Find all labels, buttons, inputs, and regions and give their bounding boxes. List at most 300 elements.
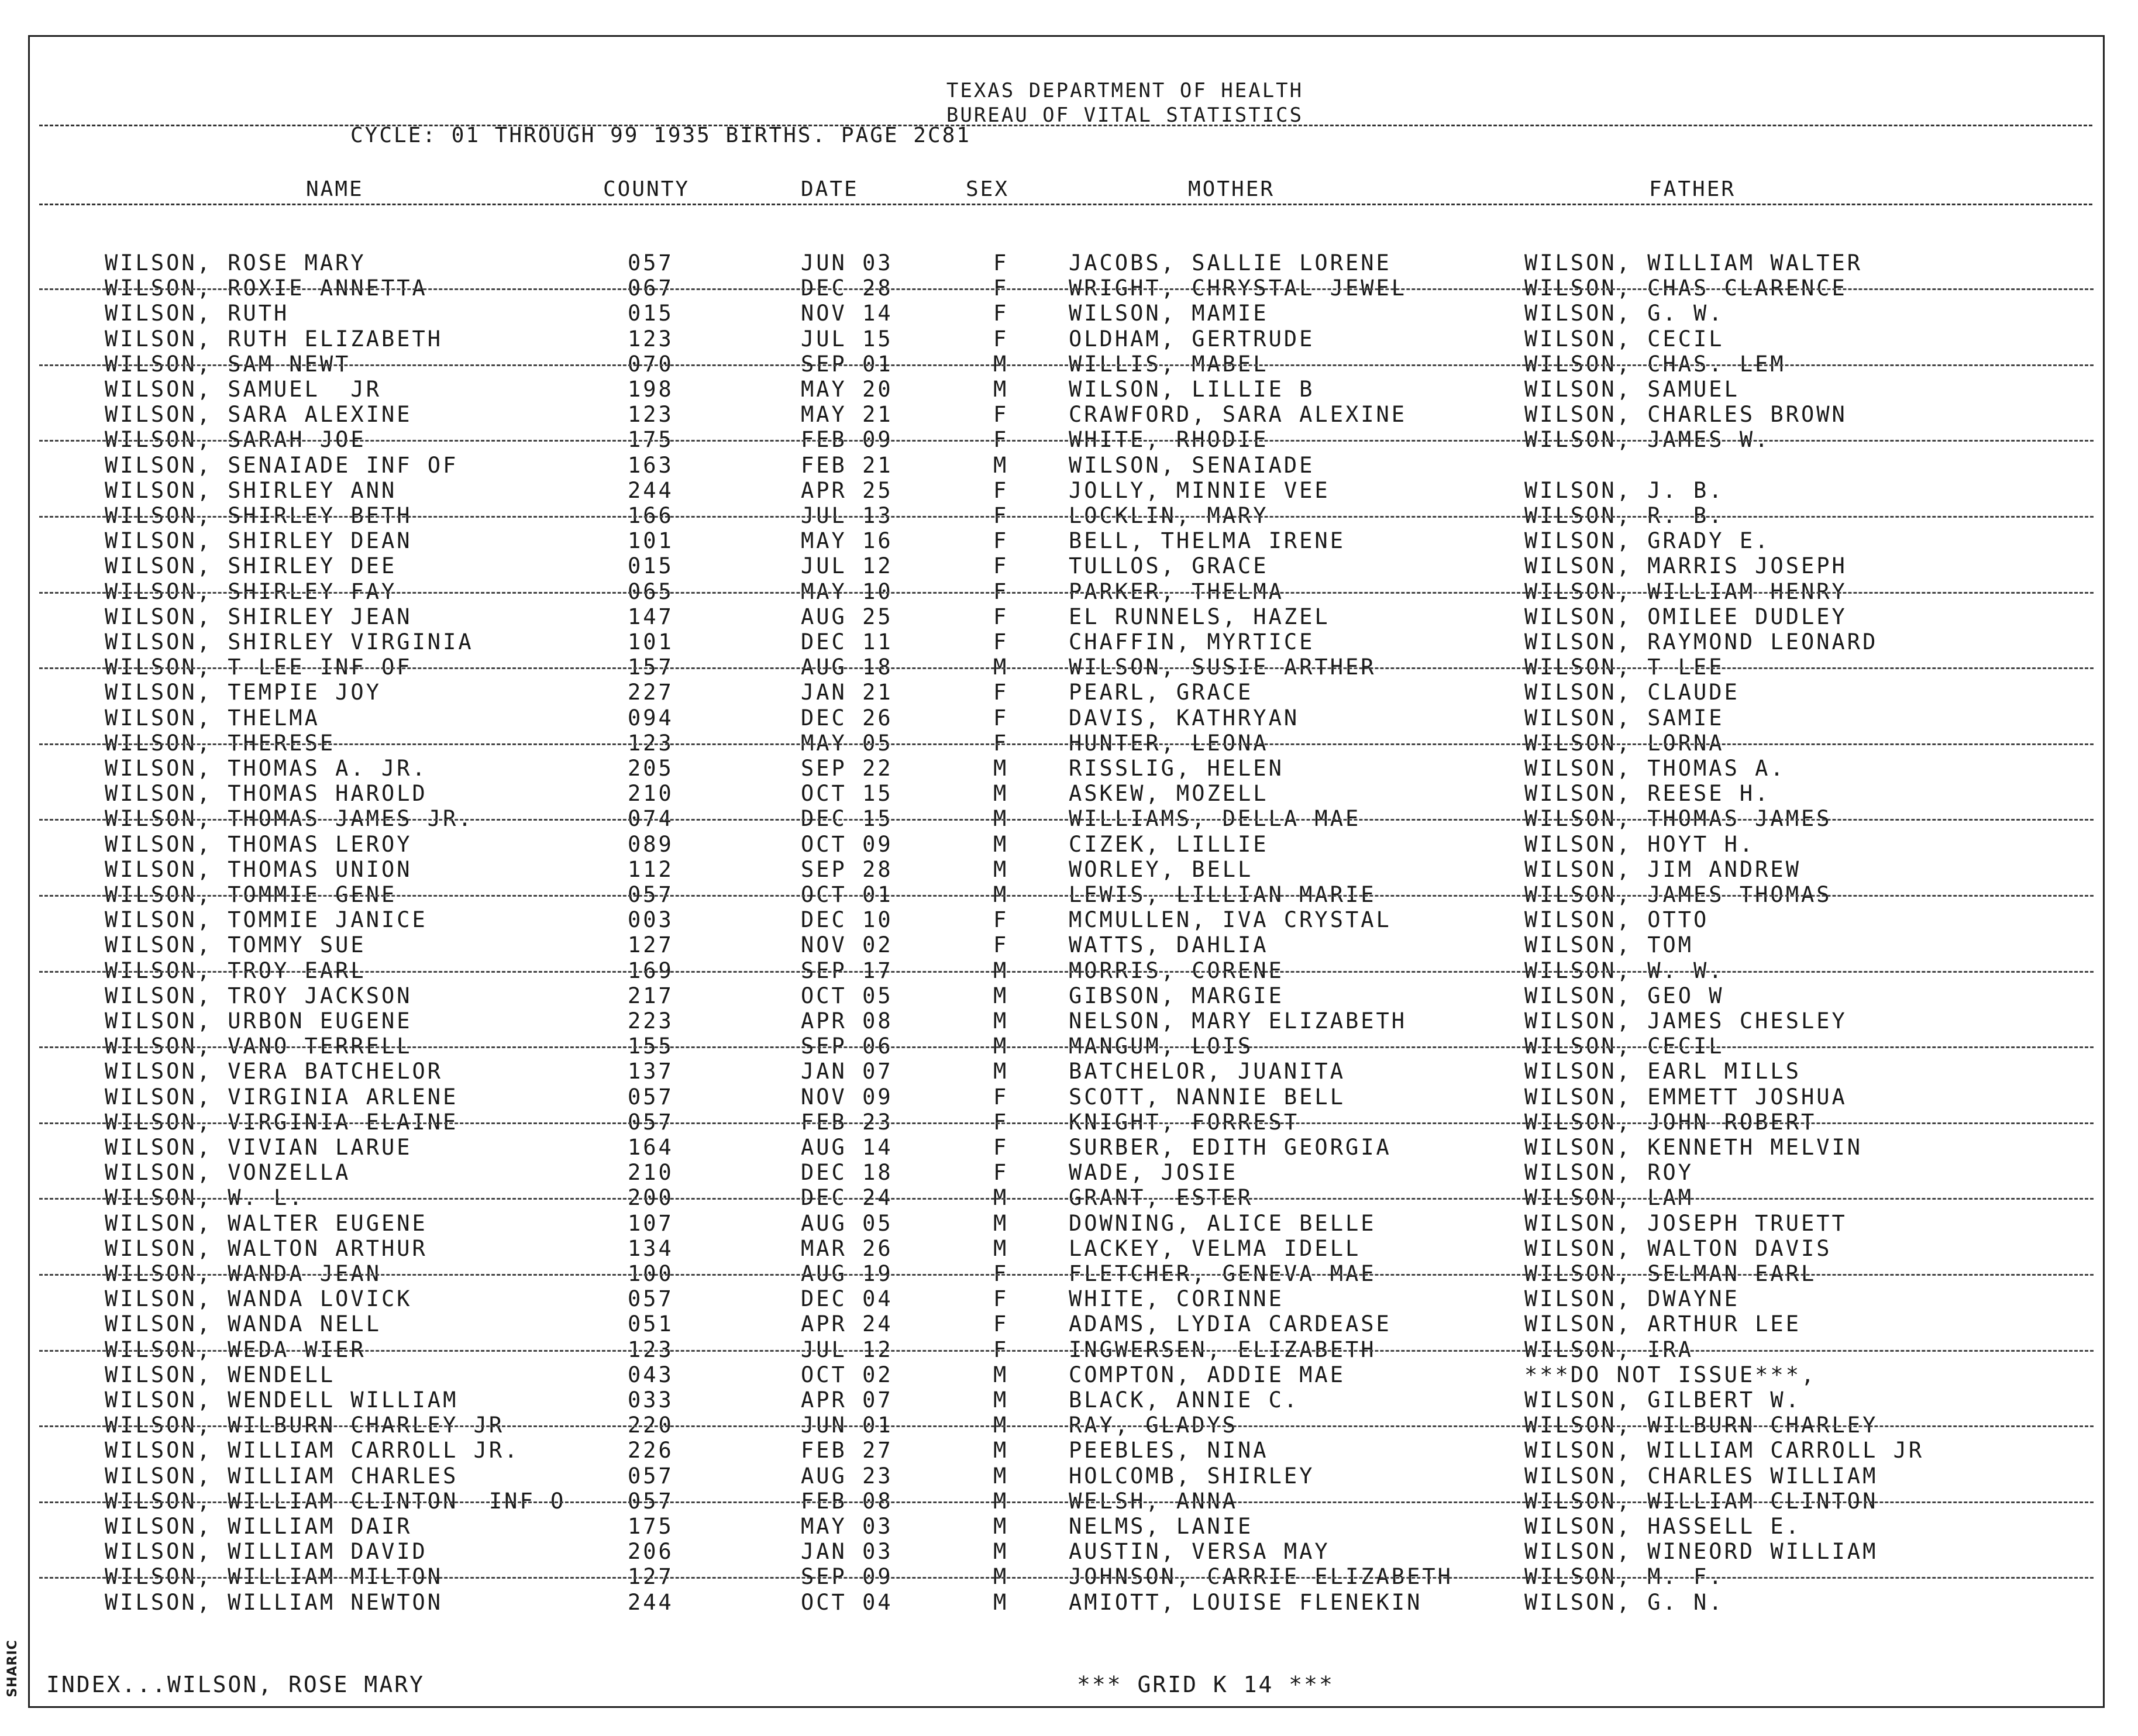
cell-county: 057 — [628, 1463, 674, 1489]
cell-mother: TULLOS, GRACE — [1069, 553, 1269, 578]
cell-name: WILSON, SHIRLEY DEE — [105, 553, 397, 578]
cell-county: 205 — [628, 756, 674, 781]
cell-name: WILSON, SARA ALEXINE — [105, 402, 412, 427]
cell-father: WILSON, REESE H. — [1524, 781, 1771, 806]
cell-date: AUG 05 — [801, 1211, 893, 1236]
table-row — [30, 655, 2103, 680]
cell-sex: F — [993, 932, 1009, 957]
cell-county: 200 — [628, 1185, 674, 1210]
cell-date: SEP 28 — [801, 857, 893, 882]
cell-date: FEB 21 — [801, 453, 893, 478]
cell-name: WILSON, VONZELLA — [105, 1160, 351, 1185]
cell-county: 100 — [628, 1261, 674, 1286]
cell-mother: PARKER, THELMA — [1069, 579, 1284, 604]
cell-date: MAY 20 — [801, 377, 893, 402]
cell-sex: F — [993, 1311, 1009, 1337]
cell-date: JUL 15 — [801, 326, 893, 352]
cell-sex: M — [993, 1236, 1009, 1261]
cell-father: WILSON, WALTON DAVIS — [1524, 1236, 1832, 1261]
cell-date: SEP 09 — [801, 1564, 893, 1589]
cell-mother: WILSON, SUSIE ARTHER — [1069, 655, 1376, 680]
cell-father: WILSON, WILLIAM WALTER — [1524, 250, 1863, 275]
cell-date: AUG 23 — [801, 1463, 893, 1489]
column-header-name: NAME — [306, 177, 364, 201]
cell-father: WILSON, OMILEE DUDLEY — [1524, 604, 1847, 629]
cell-father: WILSON, EMMETT JOSHUA — [1524, 1084, 1847, 1110]
cell-name: WILSON, TOMMIE JANICE — [105, 907, 428, 932]
cell-county: 226 — [628, 1438, 674, 1463]
cell-sex: M — [993, 1539, 1009, 1564]
cell-father: WILSON, G. N. — [1524, 1590, 1724, 1615]
cell-mother: SCOTT, NANNIE BELL — [1069, 1084, 1345, 1110]
cell-county: 147 — [628, 604, 674, 629]
cell-father: WILSON, W. W. — [1524, 958, 1724, 983]
cell-father: WILSON, CHARLES WILLIAM — [1524, 1463, 1878, 1489]
cell-father: WILSON, GILBERT W. — [1524, 1387, 1801, 1413]
cell-sex: F — [993, 427, 1009, 452]
cell-date: OCT 09 — [801, 832, 893, 857]
cell-county: 157 — [628, 655, 674, 680]
cell-name: WILSON, WILBURN CHARLEY JR — [105, 1413, 505, 1438]
cell-sex: M — [993, 453, 1009, 478]
cell-mother: BATCHELOR, JUANITA — [1069, 1059, 1345, 1084]
cell-father: WILSON, JAMES CHESLEY — [1524, 1008, 1847, 1034]
cell-mother: WADE, JOSIE — [1069, 1160, 1238, 1185]
table-row — [30, 1590, 2103, 1615]
cell-county: 210 — [628, 1160, 674, 1185]
cell-county: 101 — [628, 629, 674, 655]
cell-county: 223 — [628, 1008, 674, 1034]
cell-name: WILSON, WANDA LOVICK — [105, 1286, 412, 1311]
cell-sex: F — [993, 1337, 1009, 1362]
table-row — [30, 1236, 2103, 1261]
cell-mother: WHITE, CORINNE — [1069, 1286, 1284, 1311]
table-row — [30, 731, 2103, 756]
cell-name: WILSON, TOMMIE GENE — [105, 882, 397, 907]
cell-sex: M — [993, 857, 1009, 882]
table-row — [30, 1489, 2103, 1514]
table-row — [30, 352, 2103, 377]
cell-sex: M — [993, 1514, 1009, 1539]
cell-father: WILSON, EARL MILLS — [1524, 1059, 1801, 1084]
table-row — [30, 882, 2103, 907]
cell-name: WILSON, WILLIAM NEWTON — [105, 1590, 443, 1615]
cell-mother: HOLCOMB, SHIRLEY — [1069, 1463, 1315, 1489]
table-row — [30, 1337, 2103, 1362]
cell-sex: M — [993, 781, 1009, 806]
cell-father: WILSON, JOHN ROBERT — [1524, 1110, 1817, 1135]
cell-county: 112 — [628, 857, 674, 882]
bureau-title: BUREAU OF VITAL STATISTICS — [946, 104, 1304, 127]
cell-sex: F — [993, 402, 1009, 427]
column-header-county: COUNTY — [603, 177, 690, 201]
cell-name: WILSON, ROXIE ANNETTA — [105, 275, 428, 301]
cell-mother: GIBSON, MARGIE — [1069, 983, 1284, 1008]
cell-name: WILSON, THOMAS UNION — [105, 857, 412, 882]
cell-father: WILSON, THOMAS JAMES — [1524, 806, 1832, 831]
cell-mother: KNIGHT, FORREST — [1069, 1110, 1300, 1135]
cell-date: FEB 23 — [801, 1110, 893, 1135]
cell-father: WILSON, KENNETH MELVIN — [1524, 1135, 1863, 1160]
cell-father: WILSON, GEO W — [1524, 983, 1724, 1008]
table-row — [30, 1110, 2103, 1135]
table-row — [30, 932, 2103, 957]
cell-name: WILSON, VIVIAN LARUE — [105, 1135, 412, 1160]
cell-name: WILSON, SAM NEWT — [105, 352, 351, 377]
cell-mother: MORRIS, CORENE — [1069, 958, 1284, 983]
cell-county: 244 — [628, 478, 674, 503]
cell-sex: F — [993, 275, 1009, 301]
grid-footer: *** GRID K 14 *** — [1077, 1672, 1334, 1697]
cell-county: 033 — [628, 1387, 674, 1413]
cell-date: SEP 01 — [801, 352, 893, 377]
cell-mother: JACOBS, SALLIE LORENE — [1069, 250, 1392, 275]
cell-county: 210 — [628, 781, 674, 806]
cell-father: WILSON, LAM — [1524, 1185, 1694, 1210]
cell-sex: M — [993, 1008, 1009, 1034]
cell-father: WILSON, LORNA — [1524, 731, 1724, 756]
cell-mother: CRAWFORD, SARA ALEXINE — [1069, 402, 1407, 427]
cell-mother: COMPTON, ADDIE MAE — [1069, 1362, 1345, 1387]
cell-county: 089 — [628, 832, 674, 857]
cell-sex: M — [993, 832, 1009, 857]
table-row — [30, 1185, 2103, 1210]
table-row — [30, 756, 2103, 781]
cell-name: WILSON, SHIRLEY BETH — [105, 503, 412, 528]
cell-sex: F — [993, 326, 1009, 352]
table-row — [30, 857, 2103, 882]
cell-sex: F — [993, 250, 1009, 275]
cell-name: WILSON, TEMPIE JOY — [105, 680, 381, 705]
cell-county: 074 — [628, 806, 674, 831]
cell-father: WILSON, OTTO — [1524, 907, 1709, 932]
cell-father: WILSON, CHARLES BROWN — [1524, 402, 1847, 427]
cell-name: WILSON, VERA BATCHELOR — [105, 1059, 443, 1084]
cell-date: DEC 26 — [801, 705, 893, 731]
table-row — [30, 427, 2103, 452]
table-row — [30, 1160, 2103, 1185]
cell-name: WILSON, T LEE INF OF — [105, 655, 412, 680]
column-header-row — [30, 177, 2103, 206]
cell-date: NOV 09 — [801, 1084, 893, 1110]
table-row — [30, 1362, 2103, 1387]
cell-mother: HUNTER, LEONA — [1069, 731, 1269, 756]
cell-date: DEC 15 — [801, 806, 893, 831]
cell-date: NOV 02 — [801, 932, 893, 957]
cell-county: 220 — [628, 1413, 674, 1438]
cell-name: WILSON, SARAH JOE — [105, 427, 366, 452]
cell-mother: WILSON, MAMIE — [1069, 301, 1269, 326]
table-row — [30, 1387, 2103, 1413]
cell-name: WILSON, THELMA — [105, 705, 320, 731]
cell-name: WILSON, VIRGINIA ARLENE — [105, 1084, 459, 1110]
cell-mother: FLETCHER, GENEVA MAE — [1069, 1261, 1376, 1286]
table-row — [30, 503, 2103, 528]
cell-county: 015 — [628, 553, 674, 578]
cell-name: WILSON, WILLIAM DAVID — [105, 1539, 428, 1564]
table-row — [30, 832, 2103, 857]
cell-date: JAN 03 — [801, 1539, 893, 1564]
cell-date: AUG 25 — [801, 604, 893, 629]
side-label — [1, 1638, 25, 1708]
cell-sex: F — [993, 579, 1009, 604]
cell-date: MAY 05 — [801, 731, 893, 756]
cell-father: WILSON, SAMUEL — [1524, 377, 1740, 402]
cell-father: WILSON, CLAUDE — [1524, 680, 1740, 705]
cell-name: WILSON, WENDELL — [105, 1362, 336, 1387]
cell-sex: F — [993, 1286, 1009, 1311]
cell-date: DEC 10 — [801, 907, 893, 932]
cell-county: 015 — [628, 301, 674, 326]
cell-mother: CHAFFIN, MYRTICE — [1069, 629, 1315, 655]
cell-name: WILSON, THERESE — [105, 731, 336, 756]
cell-date: SEP 06 — [801, 1034, 893, 1059]
cell-name: WILSON, ROSE MARY — [105, 250, 366, 275]
cell-county: 057 — [628, 1286, 674, 1311]
table-row — [30, 1261, 2103, 1286]
cell-date: APR 25 — [801, 478, 893, 503]
cell-father: WILSON, J. B. — [1524, 478, 1724, 503]
cell-date: APR 07 — [801, 1387, 893, 1413]
table-row — [30, 705, 2103, 731]
cell-father: WILSON, SAMIE — [1524, 705, 1724, 731]
table-row — [30, 1564, 2103, 1589]
cell-mother: BELL, THELMA IRENE — [1069, 528, 1345, 553]
cell-county: 244 — [628, 1590, 674, 1615]
cell-father: WILSON, MARRIS JOSEPH — [1524, 553, 1847, 578]
cell-name: WILSON, SHIRLEY ANN — [105, 478, 397, 503]
cell-date: OCT 01 — [801, 882, 893, 907]
cell-date: JUL 13 — [801, 503, 893, 528]
cell-mother: NELSON, MARY ELIZABETH — [1069, 1008, 1407, 1034]
cell-father: WILSON, JIM ANDREW — [1524, 857, 1801, 882]
cell-sex: M — [993, 1463, 1009, 1489]
cell-father: WILSON, WILLIAM HENRY — [1524, 579, 1847, 604]
cell-mother: GRANT, ESTER — [1069, 1185, 1254, 1210]
cell-date: OCT 04 — [801, 1590, 893, 1615]
cell-county: 067 — [628, 275, 674, 301]
cell-sex: F — [993, 907, 1009, 932]
cell-sex: F — [993, 1084, 1009, 1110]
cell-name: WILSON, WILLIAM MILTON — [105, 1564, 443, 1589]
cell-name: WILSON, TOMMY SUE — [105, 932, 366, 957]
cell-father: WILSON, DWAYNE — [1524, 1286, 1740, 1311]
cell-mother: PEEBLES, NINA — [1069, 1438, 1269, 1463]
cell-date: JAN 07 — [801, 1059, 893, 1084]
cell-father: WILSON, HOYT H. — [1524, 832, 1755, 857]
cell-name: WILSON, THOMAS HAROLD — [105, 781, 428, 806]
cell-father: WILSON, CHAS. LEM — [1524, 352, 1786, 377]
table-row — [30, 1084, 2103, 1110]
table-row — [30, 326, 2103, 352]
cell-name: WILSON, VANO TERRELL — [105, 1034, 412, 1059]
cell-name: WILSON, WALTER EUGENE — [105, 1211, 428, 1236]
table-row — [30, 1059, 2103, 1084]
cell-sex: M — [993, 655, 1009, 680]
cell-mother: WILLIS, MABEL — [1069, 352, 1269, 377]
cell-sex: M — [993, 1387, 1009, 1413]
department-title: TEXAS DEPARTMENT OF HEALTH — [946, 79, 1304, 102]
cell-sex: M — [993, 1185, 1009, 1210]
cell-county: 155 — [628, 1034, 674, 1059]
cell-mother: DAVIS, KATHRYAN — [1069, 705, 1300, 731]
table-row — [30, 1413, 2103, 1438]
cell-father: WILSON, HASSELL E. — [1524, 1514, 1801, 1539]
cell-mother: WATTS, DAHLIA — [1069, 932, 1269, 957]
cell-county: 134 — [628, 1236, 674, 1261]
cell-county: 127 — [628, 932, 674, 957]
cell-county: 175 — [628, 427, 674, 452]
cell-date: SEP 17 — [801, 958, 893, 983]
cell-sex: M — [993, 958, 1009, 983]
cell-name: WILSON, WILLIAM DAIR — [105, 1514, 412, 1539]
cell-county: 206 — [628, 1539, 674, 1564]
column-header-mother: MOTHER — [1188, 177, 1275, 201]
cell-date: JAN 21 — [801, 680, 893, 705]
cell-father: WILSON, M. F. — [1524, 1564, 1724, 1589]
table-row — [30, 402, 2103, 427]
cell-county: 227 — [628, 680, 674, 705]
cell-father: ***DO NOT ISSUE***, — [1524, 1362, 1817, 1387]
cell-father: WILSON, WILBURN CHARLEY — [1524, 1413, 1878, 1438]
table-row — [30, 453, 2103, 478]
table-row — [30, 1539, 2103, 1564]
cell-father: WILSON, JAMES W. — [1524, 427, 1771, 452]
table-row — [30, 1463, 2103, 1489]
cell-father: WILSON, GRADY E. — [1524, 528, 1771, 553]
cell-date: AUG 18 — [801, 655, 893, 680]
cell-sex: M — [993, 352, 1009, 377]
cell-mother: ASKEW, MOZELL — [1069, 781, 1269, 806]
cell-mother: WILSON, SENAIADE — [1069, 453, 1315, 478]
cell-name: WILSON, TROY JACKSON — [105, 983, 412, 1008]
cell-sex: M — [993, 1211, 1009, 1236]
column-header-father: FATHER — [1649, 177, 1736, 201]
table-row — [30, 478, 2103, 503]
cell-name: WILSON, WILLIAM CLINTON INF O — [105, 1489, 566, 1514]
cell-county: 123 — [628, 326, 674, 352]
cell-father: WILSON, IRA — [1524, 1337, 1694, 1362]
table-row — [30, 1135, 2103, 1160]
cell-name: WILSON, SHIRLEY FAY — [105, 579, 397, 604]
cell-mother: BLACK, ANNIE C. — [1069, 1387, 1300, 1413]
document-page — [28, 35, 2105, 1708]
table-row — [30, 983, 2103, 1008]
cell-mother: NELMS, LANIE — [1069, 1514, 1254, 1539]
cell-name: WILSON, RUTH ELIZABETH — [105, 326, 443, 352]
cell-date: NOV 14 — [801, 301, 893, 326]
cell-date: DEC 24 — [801, 1185, 893, 1210]
cell-mother: WHITE, RHODIE — [1069, 427, 1269, 452]
cell-name: WILSON, WILLIAM CHARLES — [105, 1463, 459, 1489]
cell-sex: M — [993, 377, 1009, 402]
cell-father: WILSON, RAYMOND LEONARD — [1524, 629, 1878, 655]
cell-date: FEB 09 — [801, 427, 893, 452]
cell-county: 123 — [628, 731, 674, 756]
cell-county: 123 — [628, 402, 674, 427]
table-row — [30, 680, 2103, 705]
cell-sex: M — [993, 1362, 1009, 1387]
table-row — [30, 958, 2103, 983]
table-row — [30, 377, 2103, 402]
cell-name: WILSON, WANDA JEAN — [105, 1261, 381, 1286]
cell-sex: F — [993, 553, 1009, 578]
table-row — [30, 1008, 2103, 1034]
cell-sex: M — [993, 756, 1009, 781]
cell-date: DEC 04 — [801, 1286, 893, 1311]
cell-name: WILSON, W. L. — [105, 1185, 305, 1210]
cell-sex: M — [993, 1564, 1009, 1589]
cell-father: WILSON, ARTHUR LEE — [1524, 1311, 1801, 1337]
cell-name: WILSON, VIRGINIA ELAINE — [105, 1110, 459, 1135]
cell-mother: LOCKLIN, MARY — [1069, 503, 1269, 528]
cell-date: MAY 21 — [801, 402, 893, 427]
table-row — [30, 1211, 2103, 1236]
cell-county: 123 — [628, 1337, 674, 1362]
cell-mother: MCMULLEN, IVA CRYSTAL — [1069, 907, 1392, 932]
cell-mother: LEWIS, LILLIAN MARIE — [1069, 882, 1376, 907]
cell-date: MAY 16 — [801, 528, 893, 553]
cell-sex: F — [993, 1135, 1009, 1160]
cell-mother: PEARL, GRACE — [1069, 680, 1254, 705]
cell-sex: F — [993, 604, 1009, 629]
cell-mother: JOLLY, MINNIE VEE — [1069, 478, 1330, 503]
cell-mother: DOWNING, ALICE BELLE — [1069, 1211, 1376, 1236]
table-row — [30, 301, 2103, 326]
cell-county: 127 — [628, 1564, 674, 1589]
cell-mother: WILSON, LILLIE B — [1069, 377, 1315, 402]
cell-sex: M — [993, 1059, 1009, 1084]
cell-county: 107 — [628, 1211, 674, 1236]
cell-mother: AMIOTT, LOUISE FLENEKIN — [1069, 1590, 1423, 1615]
cell-name: WILSON, WENDELL WILLIAM — [105, 1387, 459, 1413]
cell-name: WILSON, RUTH — [105, 301, 290, 326]
cell-mother: MANGUM, LOIS — [1069, 1034, 1254, 1059]
table-row — [30, 1286, 2103, 1311]
cell-mother: LACKEY, VELMA IDELL — [1069, 1236, 1361, 1261]
cell-name: WILSON, SHIRLEY VIRGINIA — [105, 629, 474, 655]
table-row — [30, 629, 2103, 655]
cell-county: 166 — [628, 503, 674, 528]
table-row — [30, 528, 2103, 553]
table-row — [30, 579, 2103, 604]
cell-date: MAY 10 — [801, 579, 893, 604]
cell-county: 043 — [628, 1362, 674, 1387]
cell-father: WILSON, R. B. — [1524, 503, 1724, 528]
cell-sex: M — [993, 1413, 1009, 1438]
table-row — [30, 604, 2103, 629]
cell-date: MAY 03 — [801, 1514, 893, 1539]
cell-mother: WILLIAMS, DELLA MAE — [1069, 806, 1361, 831]
cell-county: 101 — [628, 528, 674, 553]
cell-county: 057 — [628, 1110, 674, 1135]
cell-sex: F — [993, 1261, 1009, 1286]
table-row — [30, 806, 2103, 831]
table-row — [30, 250, 2103, 275]
cell-sex: F — [993, 1110, 1009, 1135]
cell-name: WILSON, THOMAS A. JR. — [105, 756, 428, 781]
cell-county: 094 — [628, 705, 674, 731]
cell-county: 217 — [628, 983, 674, 1008]
cell-name: WILSON, THOMAS LEROY — [105, 832, 412, 857]
cell-county: 057 — [628, 1084, 674, 1110]
cell-sex: M — [993, 983, 1009, 1008]
cell-name: WILSON, SHIRLEY DEAN — [105, 528, 412, 553]
cell-father: WILSON, JAMES THOMAS — [1524, 882, 1832, 907]
cell-father: WILSON, THOMAS A. — [1524, 756, 1786, 781]
cell-mother: WELSH, ANNA — [1069, 1489, 1238, 1514]
cell-name: WILSON, WEDA WIER — [105, 1337, 366, 1362]
